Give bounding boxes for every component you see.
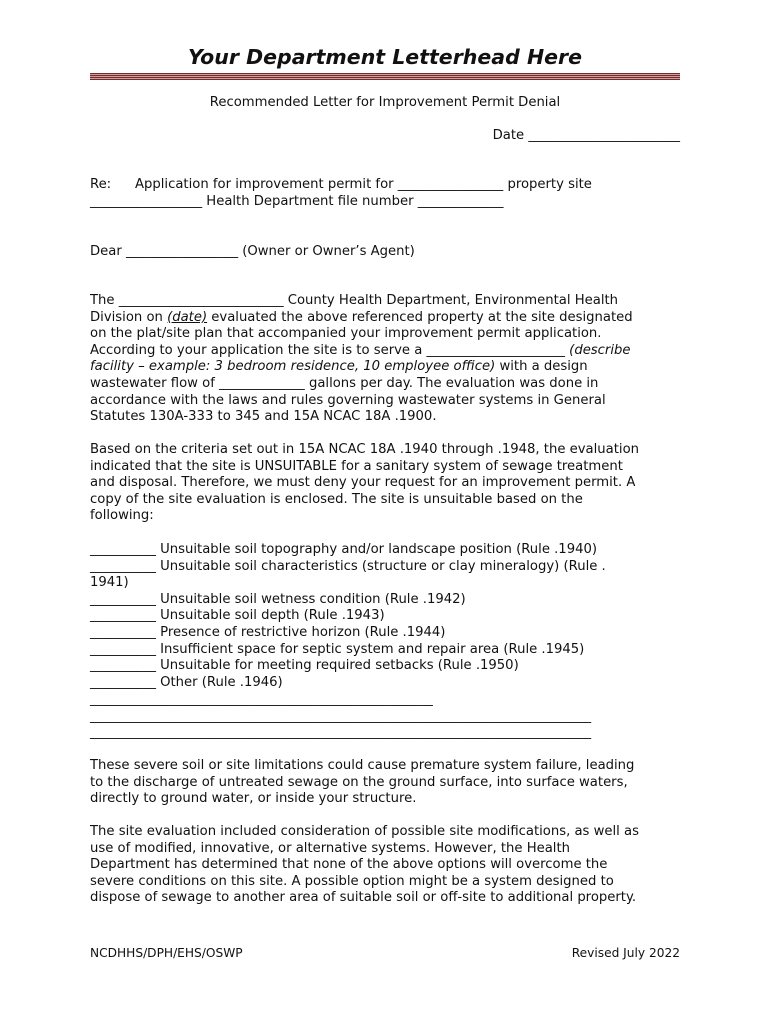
date-placeholder: (date)	[167, 309, 208, 325]
para2-line-4: copy of the site evaluation is enclosed. The site is unsuitable based on the	[90, 491, 583, 507]
checklist-item: __________ Other (Rule .1946)	[90, 674, 283, 690]
checklist-item-continued: 1941)	[90, 575, 129, 591]
letterhead-title: Your Department Letterhead Here	[187, 45, 583, 69]
paragraph-evaluation	[90, 293, 682, 426]
criteria-checklist	[90, 542, 682, 691]
footer-agency: NCDHHS/DPH/EHS/OSWP	[90, 946, 243, 960]
para4-line-3: Department has determined that none of the above options will overcome the	[90, 857, 608, 873]
paragraph-unsuitable	[90, 442, 682, 525]
checklist-item: __________ Unsuitable for meeting required setbacks (Rule .1950)	[90, 658, 519, 674]
checklist-item: __________ Unsuitable soil wetness condition (Rule .1942)	[90, 591, 466, 607]
date-line: Date _______________________	[492, 128, 680, 143]
salutation: Dear _________________ (Owner or Owner’s Agent)	[90, 244, 415, 259]
checklist-item: __________ Unsuitable soil characteristics (structure or clay mineralogy) (Rule .	[90, 558, 606, 574]
para1-line-6: wastewater flow of _____________ gallons per day. The evaluation was done in	[90, 375, 599, 391]
blank-line: ____________________________________________________	[90, 692, 433, 707]
para1-line-4b: (describe	[569, 342, 631, 358]
paragraph-limitations	[90, 758, 682, 808]
para1-line-8: Statutes 130A-333 to 345 and 15A NCAC 18A .1900.	[90, 409, 437, 425]
footer-revised: Revised July 2022	[571, 946, 680, 960]
para1-line-2a: Division on	[90, 309, 168, 325]
checklist-item: __________ Unsuitable soil depth (Rule .1943)	[90, 608, 385, 624]
para1-line-2b: evaluated the above referenced property at the site designated	[207, 309, 633, 325]
para1-line-5a: facility – example: 3 bedroom residence, 10 employee office)	[90, 359, 496, 375]
blank-line: ____________________________________________________________________________	[90, 708, 592, 724]
para4-line-4: severe conditions on this site. A possible option might be a system designed to	[90, 873, 614, 889]
blank-line: ____________________________________________________________________________	[90, 725, 592, 741]
para2-line-1: Based on the criteria set out in 15A NCAC 18A .1940 through .1948, the evaluation	[90, 442, 639, 457]
re-block	[90, 177, 682, 210]
para1-line-7: accordance with the laws and rules governing wastewater systems in General	[90, 392, 606, 408]
para2-line-3: and disposal. Therefore, we must deny your request for an improvement permit. A	[90, 475, 636, 491]
re-label: Re:	[90, 177, 112, 192]
para1-line-3: on the plat/site plan that accompanied your improvement permit application.	[90, 326, 602, 342]
checklist-item: __________ Presence of restrictive horizon (Rule .1944)	[90, 624, 446, 640]
letter-subtitle: Recommended Letter for Improvement Permit Denial	[209, 95, 561, 110]
para3-line-1: These severe soil or site limitations could cause premature system failure, leading	[90, 758, 635, 773]
re-line-2: _________________ Health Department file number _____________	[90, 193, 504, 209]
para1-line-1: The _________________________ County Health Department, Environmental Health	[90, 293, 619, 308]
para2-line-5: following:	[90, 508, 154, 524]
para4-line-5: dispose of sewage to another area of suitable soil or off-site to additional property.	[90, 890, 637, 906]
para1-line-5b: with a design	[495, 359, 588, 375]
para3-line-3: directly to ground water, or inside your structure.	[90, 791, 417, 807]
checklist-item: __________ Insufficient space for septic system and repair area (Rule .1945)	[90, 641, 585, 657]
para1-line-4a: According to your application the site is to serve a _____________________	[90, 342, 570, 358]
paragraph-modifications	[90, 824, 682, 907]
para3-line-2: to the discharge of untreated sewage on the ground surface, into surface waters,	[90, 774, 628, 790]
re-line-1: Application for improvement permit for ________________ property site	[135, 177, 592, 192]
other-explanation-lines	[90, 692, 682, 742]
checklist-item: __________ Unsuitable soil topography and/or landscape position (Rule .1940)	[90, 542, 598, 557]
para4-line-2: use of modified, innovative, or alternative systems. However, the Health	[90, 840, 570, 856]
para4-line-1: The site evaluation included consideration of possible site modifications, as well as	[90, 824, 639, 839]
para2-line-2: indicated that the site is UNSUITABLE for a sanitary system of sewage treatment	[90, 458, 623, 474]
letterhead-rule	[90, 73, 680, 80]
